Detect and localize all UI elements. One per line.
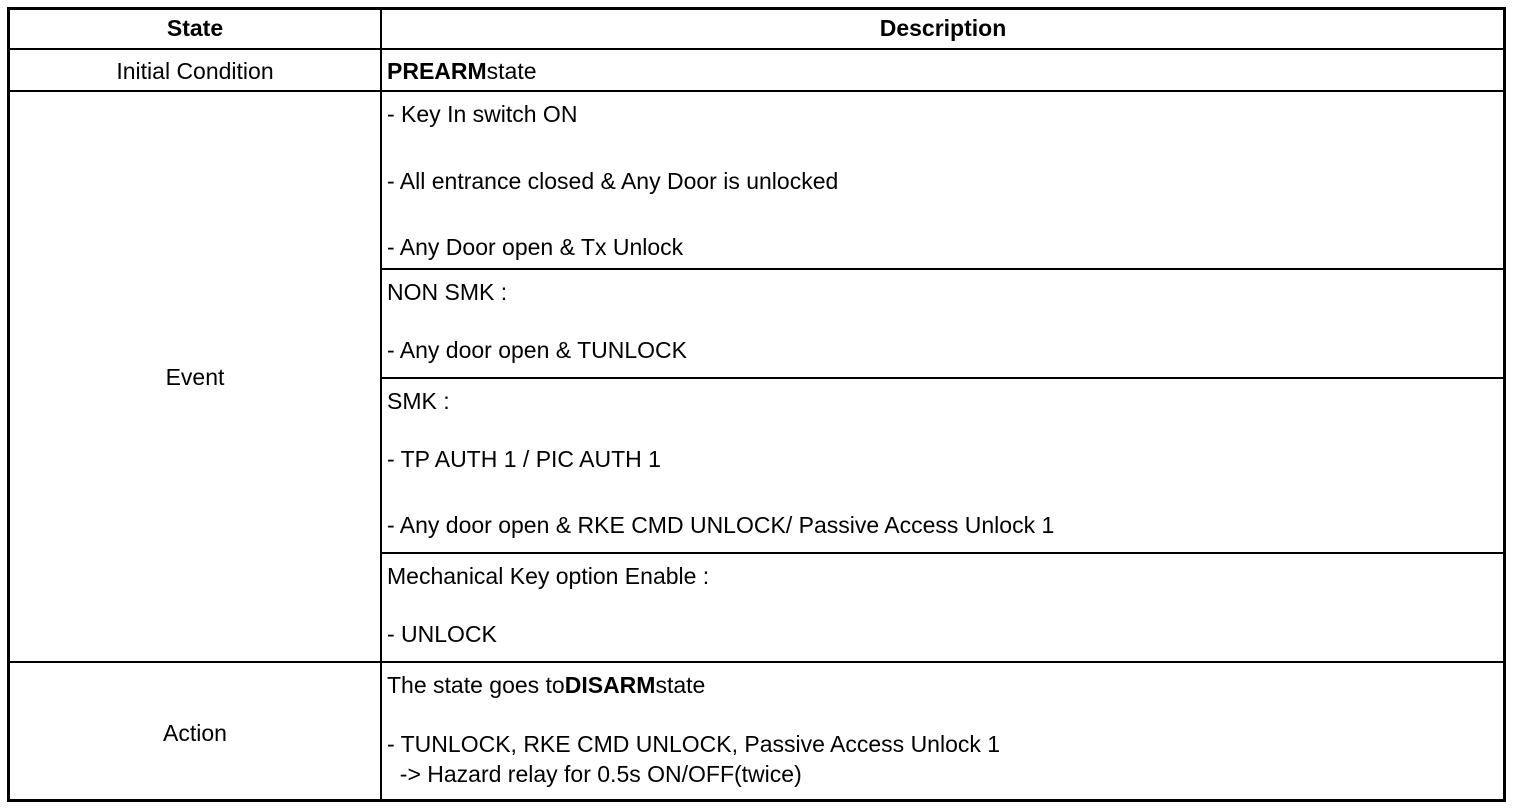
event-line: - TP AUTH 1 / PIC AUTH 1	[387, 446, 661, 472]
event-group-heading: Mechanical Key option Enable :	[387, 563, 710, 589]
event-line: - All entrance closed & Any Door is unlocked	[387, 168, 839, 194]
event-group-divider-2	[381, 377, 1504, 379]
event-line: - Key In switch ON	[387, 101, 578, 127]
event-line: - Any door open & RKE CMD UNLOCK/ Passive Access Unlock 1	[387, 512, 1055, 538]
disarm-keyword: DISARM	[564, 672, 656, 698]
event-label: Event	[165, 364, 225, 390]
initial-condition-description	[387, 58, 537, 84]
header-state: State	[166, 15, 224, 41]
event-group-heading: NON SMK :	[387, 279, 508, 305]
header-description: Description	[879, 15, 1007, 41]
action-label: Action	[163, 720, 227, 746]
row-divider-event	[9, 661, 1504, 663]
event-line: - UNLOCK	[387, 621, 497, 647]
state-table	[7, 7, 1506, 802]
action-line-2: - TUNLOCK, RKE CMD UNLOCK, Passive Access Unlock 1	[387, 731, 1001, 757]
action-line-1	[387, 672, 705, 698]
event-line: - Any Door open & Tx Unlock	[387, 234, 684, 260]
action-line-3: -> Hazard relay for 0.5s ON/OFF(twice)	[387, 761, 802, 787]
initial-condition-label: Initial Condition	[116, 58, 274, 84]
event-line: - Any door open & TUNLOCK	[387, 337, 687, 363]
event-group-divider-3	[381, 552, 1504, 554]
header-divider	[9, 48, 1504, 50]
action-suffix: state	[655, 672, 706, 698]
state-suffix: state	[486, 58, 537, 84]
prearm-keyword: PREARM	[387, 58, 487, 84]
row-divider-initial	[9, 90, 1504, 92]
event-group-divider-1	[381, 268, 1504, 270]
action-prefix: The state goes to	[387, 672, 565, 698]
column-divider	[380, 9, 382, 800]
event-group-heading: SMK :	[387, 388, 450, 414]
